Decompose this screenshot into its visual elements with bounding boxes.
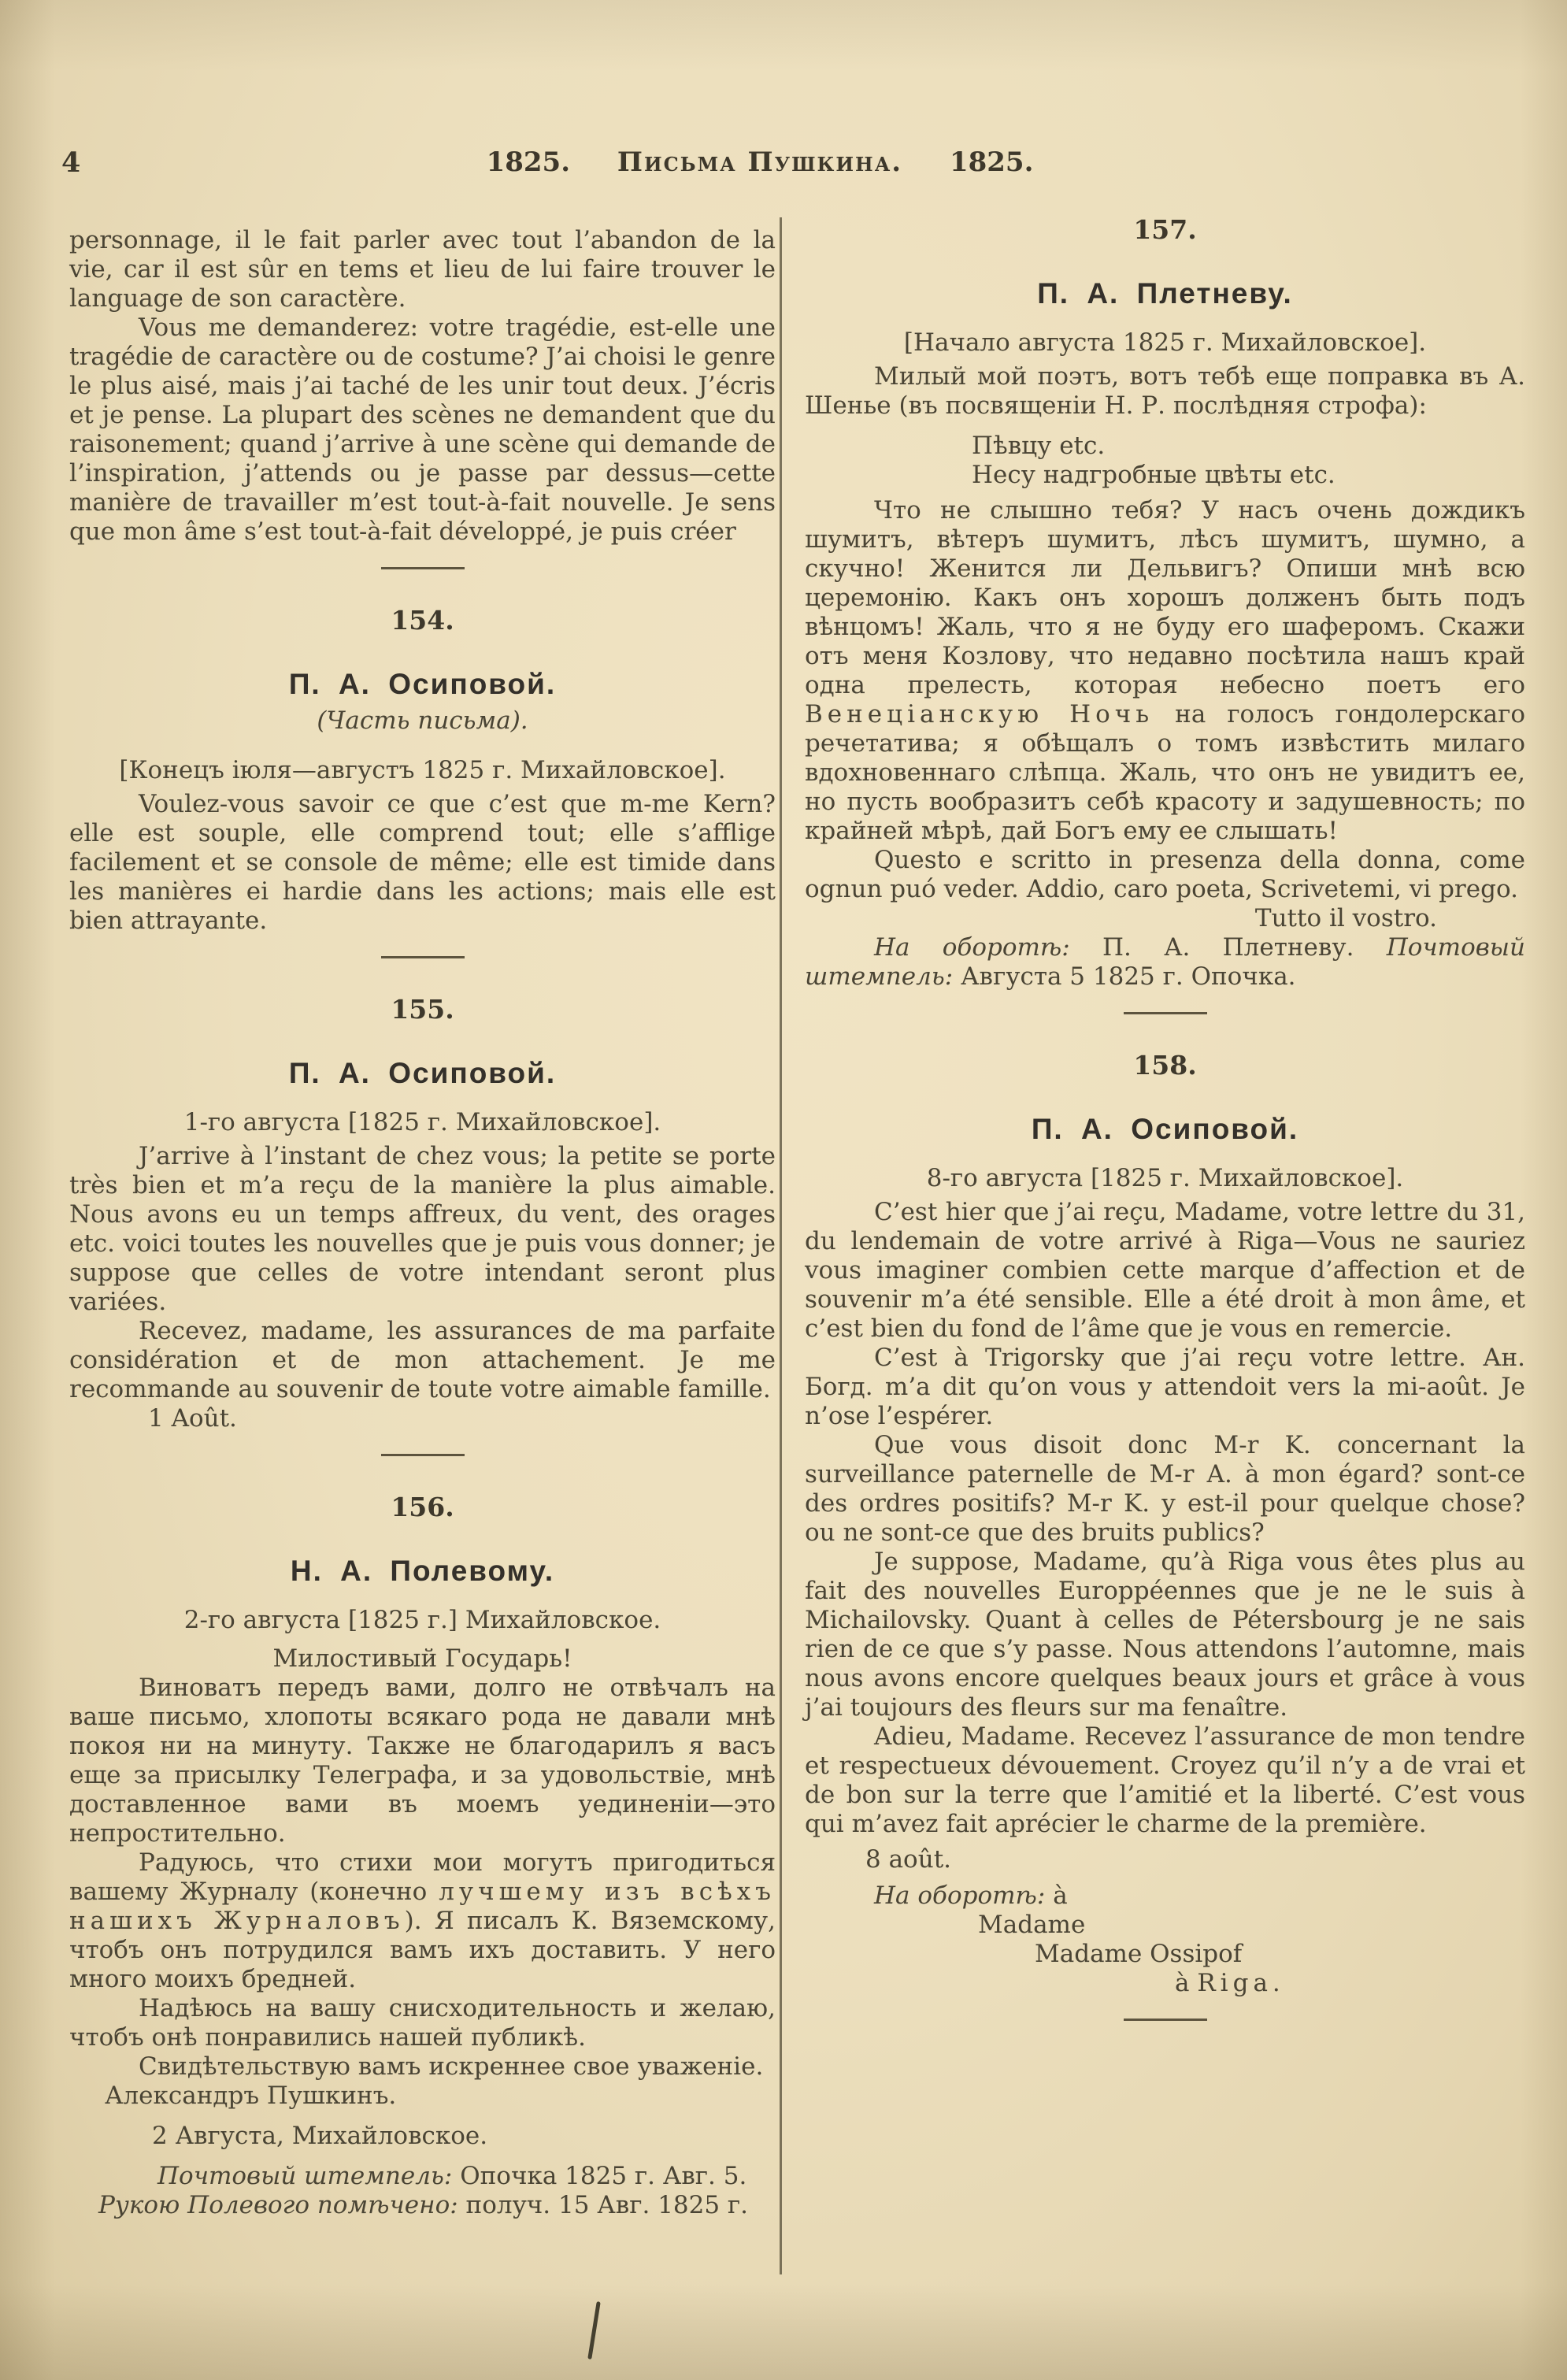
letter-156-body-3: Надѣюсь на вашу снисходительность и желаю, чтобъ онѣ понравились нашей публикѣ. xyxy=(69,1994,776,2052)
letter-156-addressee: Н. А. Полевому. xyxy=(290,1555,555,1587)
letter-156-signature: Александръ Пушкинъ. xyxy=(105,2082,397,2110)
letter-158-signoff-date: 8 août. xyxy=(865,1845,951,1874)
verso-address-line-4 xyxy=(805,1969,1525,1998)
letter-157-closing: Tutto il vostro. xyxy=(1254,904,1437,932)
section-divider xyxy=(1124,1012,1207,1014)
running-header-year-right: 1825. xyxy=(949,146,1034,178)
verso-address-to: à xyxy=(1053,1881,1068,1910)
verse-line-2: Несу надгробные цвѣты etc. xyxy=(972,461,1335,489)
letter-157-body-2-emphasized: Венеціанскую Ночь xyxy=(805,700,1154,728)
letter-158-body-5: Adieu, Madame. Recevez l’assurance de mon tendre et respectueux dévouement. Croyez qu’il n’y a de vrai et de bon sur la terre que l’amitié et la liberté. C’est vous qui m’avez fait aprécier le charme de la première. xyxy=(805,1722,1525,1838)
letter-157-body-3-italian: Questo e scritto in presenza della donna, come ognun puó veder. Addio, caro poeta, Scrivetemi, vi prego. xyxy=(805,846,1525,903)
letter-157-number: 157. xyxy=(1133,214,1197,245)
letter-155-body-2: Recevez, madame, les assurances de ma parfaite considération et de mon attachement. Je me recommande au souvenir de toute votre aimable famille. xyxy=(69,1317,776,1403)
letter-156-dateline: 2-го августа [1825 г.] Михайловское. xyxy=(183,1606,661,1634)
verso-address-line-3: Madame Ossipof xyxy=(1035,1940,1243,1968)
running-header-title: Письма Пушкина. xyxy=(617,146,903,178)
right-column xyxy=(805,215,1525,2021)
annotation-value: получ. 15 Авг. 1825 г. xyxy=(465,2191,749,2219)
postmark-value: Опочка 1825 г. Авг. 5. xyxy=(460,2162,747,2190)
annotation-label: Рукою Полевого помѣчено: xyxy=(98,2191,458,2219)
letter-154-body-1: Voulez-vous savoir ce que c’est que m-me Kern? elle est souple, elle comprend tout; elle s’afflige facilement et se console de même; elle est timide dans les manières ei hardie dans les actions; mais elle est bien attrayante. xyxy=(69,790,776,935)
letter-154-number: 154. xyxy=(391,605,454,636)
letter-157-body-2-text-end: на голосъ гондолерскаго речетатива; я обѣщалъ о томъ извѣстить милаго вдохновеннаго слѣпца. Жаль, что онъ не увидитъ ее, но пусть вообразитъ себѣ красоту и задушевность; по крайней мѣрѣ, дай Богъ ему ее слышать! xyxy=(805,700,1525,845)
running-header xyxy=(0,146,1520,178)
letter-154-dateline: [Конецъ іюля—августъ 1825 г. Михайловское]. xyxy=(119,756,726,784)
section-divider xyxy=(1124,2019,1207,2021)
letter-156-body-1: Виноватъ передъ вами, долго не отвѣчалъ на ваше письмо, хлопоты всякаго рода не давали мнѣ покоя ни на минуту. Также не благодарилъ я васъ еще за присылку Телеграфа, и за удовольствіе, мнѣ доставленное вами въ моемъ уединеніи—это непростительно. xyxy=(69,1674,776,1848)
left-column xyxy=(69,226,776,2220)
verso-address-line-2: Madame xyxy=(978,1911,1086,1939)
letter-157-verse xyxy=(805,432,1525,490)
section-divider xyxy=(381,1454,465,1456)
letter-156-body-2-text: Радуюсь, что стихи мои могутъ пригодиться вашему Журналу (конечно xyxy=(69,1848,776,1906)
letter-156-body-2-emphasized: лучшему изъ всѣхъ нашихъ Журналовъ xyxy=(69,1878,776,1935)
section-divider xyxy=(381,956,465,958)
letter-157-addressee: П. А. Плетневу. xyxy=(1037,277,1293,310)
section-divider xyxy=(381,567,465,569)
letter-158-dateline: 8-го августа [1825 г. Михайловское]. xyxy=(926,1164,1404,1192)
letter-155-number: 155. xyxy=(391,994,454,1025)
letter-156-date-place: 2 Августа, Михайловское. xyxy=(152,2122,488,2150)
letter-156-body-2 xyxy=(69,1848,776,1994)
verse-line-1: Пѣвцу etc. xyxy=(972,432,1106,460)
letter-157-verso-note xyxy=(805,933,1525,992)
letter-158-body-3: Que vous disoit donc M-r K. concernant la surveillance paternelle de M-r A. à mon égard? sont-ce des ordres positifs? M-r K. y est-il pour quelque chose? ou ne sont-ce que des bruits publics? xyxy=(805,1431,1525,1547)
verso-label: На оборотѣ: xyxy=(874,1881,1046,1910)
ink-artifact xyxy=(587,2301,601,2360)
letter-154-addressee: П. А. Осиповой. xyxy=(288,668,557,700)
continuation-paragraph-2: Vous me demanderez: votre tragédie, est-elle une tragédie de caractère ou de costume? J’ai choisi le genre le plus aisé, mais j’ai taché de les unir tout deux. J’écris et je pense. La plupart des scènes ne demandent que du raisonement; quand j’arrive à une scène qui demande de l’inspiration, j’attends ou je passe par dessus—cette manière de travailler m’est tout-à-fait nouvelle. Je sens que mon âme s’est tout-à-fait développé, je puis créer xyxy=(69,313,776,546)
verso-label: На оборотѣ: xyxy=(874,933,1070,962)
letter-156-postmark-note xyxy=(69,2162,776,2191)
letter-155-dateline: 1-го августа [1825 г. Михайловское]. xyxy=(183,1108,661,1136)
postmark-label: Почтовый штемпель: xyxy=(805,933,1525,991)
letter-157-dateline: [Начало августа 1825 г. Михайловское]. xyxy=(903,328,1427,357)
letter-154-subtitle: (Часть письма). xyxy=(317,706,528,735)
verso-address-prefix: à xyxy=(1175,1969,1198,1997)
letter-158-number: 158. xyxy=(1133,1050,1197,1081)
letter-156-salutation: Милостивый Государь! xyxy=(272,1644,572,1673)
postmark-value: Августа 5 1825 г. Опочка. xyxy=(961,962,1296,991)
letter-158-verso-address xyxy=(805,1881,1525,1998)
letter-156-annotation-note xyxy=(69,2191,776,2220)
letter-156-number: 156. xyxy=(391,1492,454,1522)
column-divider-rule xyxy=(780,217,782,2274)
letter-157-body-1: Милый мой поэтъ, вотъ тебѣ еще поправка въ А. Шенье (въ посвященіи Н. Р. послѣдняя строфа): xyxy=(805,362,1525,420)
verso-address-line-1 xyxy=(805,1881,1525,1911)
letter-157-body-2-text: Что не слышно тебя? У насъ очень дождикъ шумитъ, вѣтеръ шумитъ, лѣсъ шумитъ, шумно, а скучно! Женится ли Дельвигъ? Опиши мнѣ всю церемонію. Какъ онъ хорошъ долженъ быть подъ вѣнцомъ! Жаль, что я не буду его шаферомъ. Скажи отъ меня Козлову, что недавно посѣтила нашъ край одна прелесть, которая небесно поетъ его xyxy=(805,496,1525,699)
running-header-year-left: 1825. xyxy=(486,146,571,178)
verso-address-city: Riga. xyxy=(1197,1969,1285,1997)
verso-addressee: П. А. Плетневу. xyxy=(1102,933,1354,962)
page-number: 4 xyxy=(61,146,81,179)
letter-158-addressee: П. А. Осиповой. xyxy=(1031,1113,1299,1145)
letter-158-body-1: C’est hier que j’ai reçu, Madame, votre lettre du 31, du lendemain de votre arrivé à Riga—Vous ne sauriez vous imaginer combien cette marque d’affection et de souvenir m’a été sensible. Elle a été droit à mon âme, et c’est bien du fond de l’âme que je vous en remercie. xyxy=(805,1198,1525,1343)
postmark-label: Почтовый штемпель: xyxy=(157,2162,453,2190)
letter-158-body-2: C’est à Trigorsky que j’ai reçu votre lettre. Ан. Богд. m’a dit qu’on vous y attendoit vers la mi-août. Je n’ose l’espérer. xyxy=(805,1344,1525,1430)
letter-155-body-1: J’arrive à l’instant de chez vous; la petite se porte très bien et m’a reçu de la manière la plus aimable. Nous avons eu un temps affreux, du vent, des orages etc. voici toutes les nouvelles que je puis vous donner; je suppose que celles de votre intendant seront plus variées. xyxy=(69,1142,776,1316)
letter-156-body-2-text-end: ). Я писалъ К. Вяземскому, чтобъ онъ потрудился вамъ ихъ доставить. У него много моихъ бредней. xyxy=(69,1907,776,1993)
letter-157-body-2 xyxy=(805,496,1525,846)
letter-155-addressee: П. А. Осиповой. xyxy=(288,1057,557,1089)
letter-156-body-4: Свидѣтельствую вамъ искреннее свое уваженіе. xyxy=(139,2052,764,2081)
letter-155-signoff-date: 1 Août. xyxy=(148,1404,237,1433)
letter-158-body-4: Je suppose, Madame, qu’à Riga vous êtes plus au fait des nouvelles Europpéennes que je ne le suis à Michailovsky. Quant à celles de Pétersbourg je ne sais rien de ce que s’y passe. Nous attendons l’automne, mais nous avons encore quelques beaux jours et grâce à vous j’ai toujours des fleurs sur ma fenaître. xyxy=(805,1548,1525,1722)
continuation-paragraph-1: personnage, il le fait parler avec tout l’abandon de la vie, car il est sûr en tems et lieu de lui faire trouver le language de son caractère. xyxy=(69,226,776,313)
